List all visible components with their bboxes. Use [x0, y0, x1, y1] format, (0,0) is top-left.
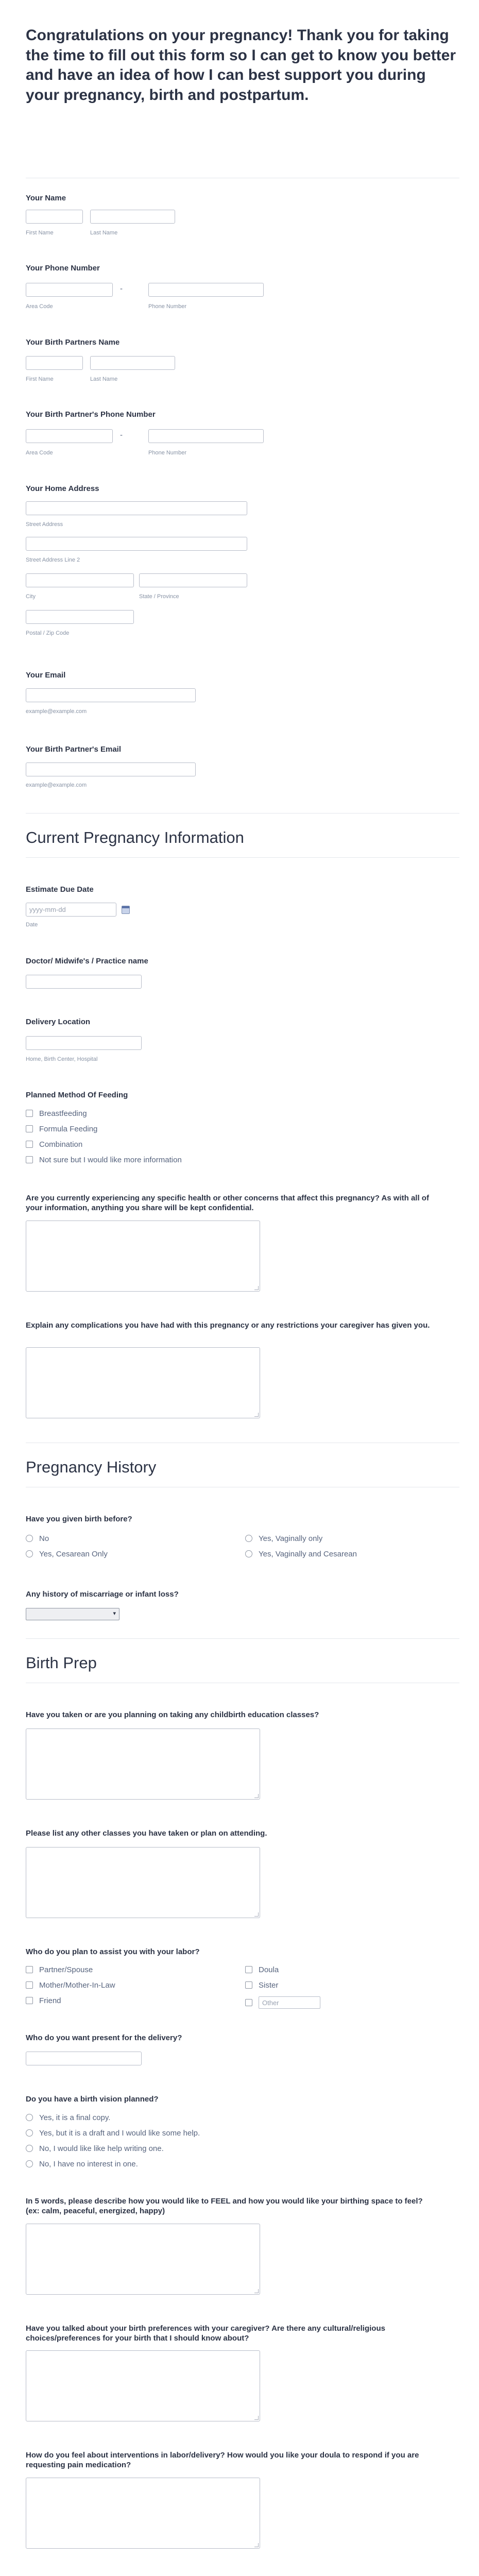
feeding-label: Planned Method Of Feeding: [26, 1091, 128, 1099]
partner-email-label: Your Birth Partner's Email: [26, 745, 122, 754]
option-label: Combination: [39, 1140, 83, 1149]
divider: [26, 1638, 459, 1639]
city-input[interactable]: [26, 573, 134, 587]
option-label: No, I would like like help writing one.: [39, 2144, 164, 2153]
partner-area-code-input[interactable]: [26, 429, 113, 443]
complications-label: Explain any complications you have had with this pregnancy or any restrictions your caregiver has given you.: [26, 1321, 430, 1330]
given-birth-option[interactable]: [245, 1533, 322, 1544]
checkbox[interactable]: [245, 1966, 252, 1973]
area-code-sublabel: Area Code: [26, 303, 53, 310]
section-title-pregnancy-history: Pregnancy History: [26, 1458, 157, 1476]
option-label: Friend: [39, 1996, 61, 2005]
state-sublabel: State / Province: [139, 594, 179, 600]
phone-number-input[interactable]: [148, 283, 264, 297]
interventions-label: How do you feel about interventions in labor/delivery? How would you like your doula to respond if you are requesting pain medication?: [26, 2451, 419, 2469]
name-label: Your Name: [26, 194, 66, 202]
assist-other-option[interactable]: [245, 1996, 320, 2009]
interventions-textarea[interactable]: [26, 2478, 260, 2549]
partner-email-sublabel: example@example.com: [26, 782, 87, 788]
given-birth-option[interactable]: [26, 1533, 49, 1544]
option-label: Formula Feeding: [39, 1124, 98, 1133]
partner-phone-label: Your Birth Partner's Phone Number: [26, 410, 156, 419]
option-label: Yes, it is a final copy.: [39, 2113, 111, 2122]
radio[interactable]: [26, 2129, 33, 2137]
delivery-location-label: Delivery Location: [26, 1018, 91, 1026]
resize-grip-icon[interactable]: [254, 1286, 259, 1290]
present-label: Who do you want present for the delivery?: [26, 2033, 182, 2042]
partner-last-name-input[interactable]: [90, 356, 175, 370]
option-label: Doula: [259, 1965, 279, 1974]
given-birth-option[interactable]: [245, 1549, 357, 1559]
phone-label: Your Phone Number: [26, 264, 100, 273]
divider: [26, 813, 459, 814]
address-label: Your Home Address: [26, 484, 99, 493]
option-label: No: [39, 1534, 49, 1543]
option-label: Yes, Vaginally only: [259, 1534, 323, 1543]
last-name-input[interactable]: [90, 210, 175, 224]
feeding-option[interactable]: [26, 1108, 87, 1118]
feeding-option[interactable]: [26, 1139, 82, 1149]
assist-option[interactable]: [26, 1964, 93, 1975]
miscarriage-label: Any history of miscarriage or infant loss?: [26, 1590, 179, 1599]
phone-dash: -: [120, 284, 123, 293]
partner-area-code-sublabel: Area Code: [26, 450, 53, 456]
partner-phone-number-sublabel: Phone Number: [148, 450, 186, 456]
classes-textarea[interactable]: [26, 1728, 260, 1800]
option-label: Not sure but I would like more information: [39, 1155, 182, 1164]
street-address-input[interactable]: [26, 501, 247, 515]
other-classes-label: Please list any other classes you have taken or plan on attending.: [26, 1829, 267, 1838]
checkbox[interactable]: [245, 1981, 252, 1989]
section-title-birth-prep: Birth Prep: [26, 1654, 97, 1672]
option-label: No, I have no interest in one.: [39, 2159, 138, 2168]
divider: [26, 857, 459, 858]
health-concerns-label: Are you currently experiencing any specific health or other concerns that affect this pregnancy? As with all of your information, anything you share will be kept confidential.: [26, 1194, 429, 1212]
email-label: Your Email: [26, 671, 66, 680]
checkbox[interactable]: [26, 1997, 33, 2004]
assist-option[interactable]: [245, 1964, 279, 1975]
feeding-option[interactable]: [26, 1124, 97, 1134]
other-classes-textarea[interactable]: [26, 1847, 260, 1918]
resize-grip-icon[interactable]: [254, 2289, 259, 2293]
given-birth-label: Have you given birth before?: [26, 1515, 132, 1523]
option-label: Yes, but it is a draft and I would like some help.: [39, 2128, 200, 2138]
option-label: Yes, Cesarean Only: [39, 1549, 108, 1558]
delivery-location-sublabel: Home, Birth Center, Hospital: [26, 1056, 98, 1062]
due-date-input[interactable]: yyyy-mm-dd: [26, 903, 116, 917]
option-label: Breastfeeding: [39, 1109, 87, 1118]
five-words-label: In 5 words, please describe how you would like to FEEL and how you would like your birthing space to feel? (ex: calm, peaceful, energized, happy): [26, 2197, 423, 2215]
vision-plan-option[interactable]: [26, 2128, 200, 2138]
area-code-input[interactable]: [26, 283, 113, 297]
feeding-option[interactable]: [26, 1155, 182, 1165]
complications-textarea[interactable]: [26, 1347, 260, 1418]
radio[interactable]: [26, 2160, 33, 2167]
five-words-textarea[interactable]: [26, 2224, 260, 2295]
chevron-down-icon: ▾: [113, 1611, 116, 1617]
assist-option[interactable]: [26, 1980, 115, 1990]
vision-plan-option[interactable]: [26, 2112, 110, 2123]
radio[interactable]: [26, 1550, 33, 1557]
present-input[interactable]: [26, 2052, 142, 2065]
assist-label: Who do you plan to assist you with your labor?: [26, 1947, 200, 1956]
partner-phone-number-input[interactable]: [148, 429, 264, 443]
zip-input[interactable]: [26, 610, 134, 624]
talked-caregiver-textarea[interactable]: [26, 2350, 260, 2421]
partner-first-name-input[interactable]: [26, 356, 83, 370]
street-address-sublabel: Street Address: [26, 521, 63, 528]
checkbox[interactable]: [26, 1125, 33, 1132]
option-label: Mother/Mother-In-Law: [39, 1980, 115, 1990]
option-label: Yes, Vaginally and Cesarean: [259, 1549, 357, 1558]
city-sublabel: City: [26, 594, 36, 600]
given-birth-option[interactable]: [26, 1549, 108, 1559]
checkbox[interactable]: [26, 1141, 33, 1148]
radio[interactable]: [26, 2145, 33, 2152]
resize-grip-icon[interactable]: [254, 1413, 259, 1417]
classes-label: Have you taken or are you planning on taking any childbirth education classes?: [26, 1710, 319, 1719]
resize-grip-icon[interactable]: [254, 2416, 259, 2420]
partner-name-label: Your Birth Partners Name: [26, 338, 120, 347]
radio[interactable]: [26, 2114, 33, 2121]
radio[interactable]: [26, 1535, 33, 1542]
checkbox[interactable]: [245, 1999, 252, 2006]
talked-caregiver-label: Have you talked about your birth preferences with your caregiver? Are there any cultural/religious choices/preferences for your birth that I should know about?: [26, 2324, 385, 2343]
street-address-2-input[interactable]: [26, 537, 247, 551]
resize-grip-icon[interactable]: [254, 1794, 259, 1798]
email-input[interactable]: [26, 688, 196, 702]
resize-grip-icon[interactable]: [254, 2543, 259, 2547]
miscarriage-select[interactable]: [26, 1608, 119, 1620]
vision-plan-option[interactable]: [26, 2143, 164, 2154]
phone-number-sublabel: Phone Number: [148, 303, 186, 310]
option-label: Partner/Spouse: [39, 1965, 93, 1974]
provider-label: Doctor/ Midwife's / Practice name: [26, 957, 148, 965]
partner-email-input[interactable]: [26, 762, 196, 776]
assist-option[interactable]: [245, 1980, 278, 1990]
checkbox[interactable]: [26, 1981, 33, 1989]
last-name-sublabel: Last Name: [90, 230, 118, 236]
date-sublabel: Date: [26, 922, 38, 928]
health-concerns-textarea[interactable]: [26, 1221, 260, 1292]
section-title-current-pregnancy: Current Pregnancy Information: [26, 828, 244, 846]
checkbox[interactable]: [26, 1110, 33, 1117]
zip-sublabel: Postal / Zip Code: [26, 630, 70, 636]
vision-plan-label: Do you have a birth vision planned?: [26, 2095, 159, 2104]
radio[interactable]: [245, 1550, 252, 1557]
partner-phone-dash: -: [120, 431, 123, 439]
other-input[interactable]: Other: [259, 1996, 320, 2009]
delivery-location-input[interactable]: [26, 1036, 142, 1050]
partner-last-name-sublabel: Last Name: [90, 376, 118, 382]
state-input[interactable]: [139, 573, 247, 587]
vision-plan-option[interactable]: [26, 2159, 138, 2169]
due-date-label: Estimate Due Date: [26, 885, 94, 894]
option-label: Sister: [259, 1980, 279, 1990]
calendar-icon[interactable]: [122, 906, 130, 914]
provider-input[interactable]: [26, 975, 142, 989]
checkbox[interactable]: [26, 1966, 33, 1973]
radio[interactable]: [245, 1535, 252, 1542]
first-name-input[interactable]: [26, 210, 83, 224]
street-address-2-sublabel: Street Address Line 2: [26, 557, 80, 563]
assist-option[interactable]: [26, 1995, 61, 2006]
email-sublabel: example@example.com: [26, 708, 87, 715]
first-name-sublabel: First Name: [26, 230, 54, 236]
partner-first-name-sublabel: First Name: [26, 376, 54, 382]
checkbox[interactable]: [26, 1156, 33, 1163]
form-title: Congratulations on your pregnancy! Thank you for taking the time to fill out this form so I can get to know you better and have an idea of how I can best support you during your pregnancy, birth and postpartum.: [26, 27, 456, 104]
resize-grip-icon[interactable]: [254, 1912, 259, 1917]
